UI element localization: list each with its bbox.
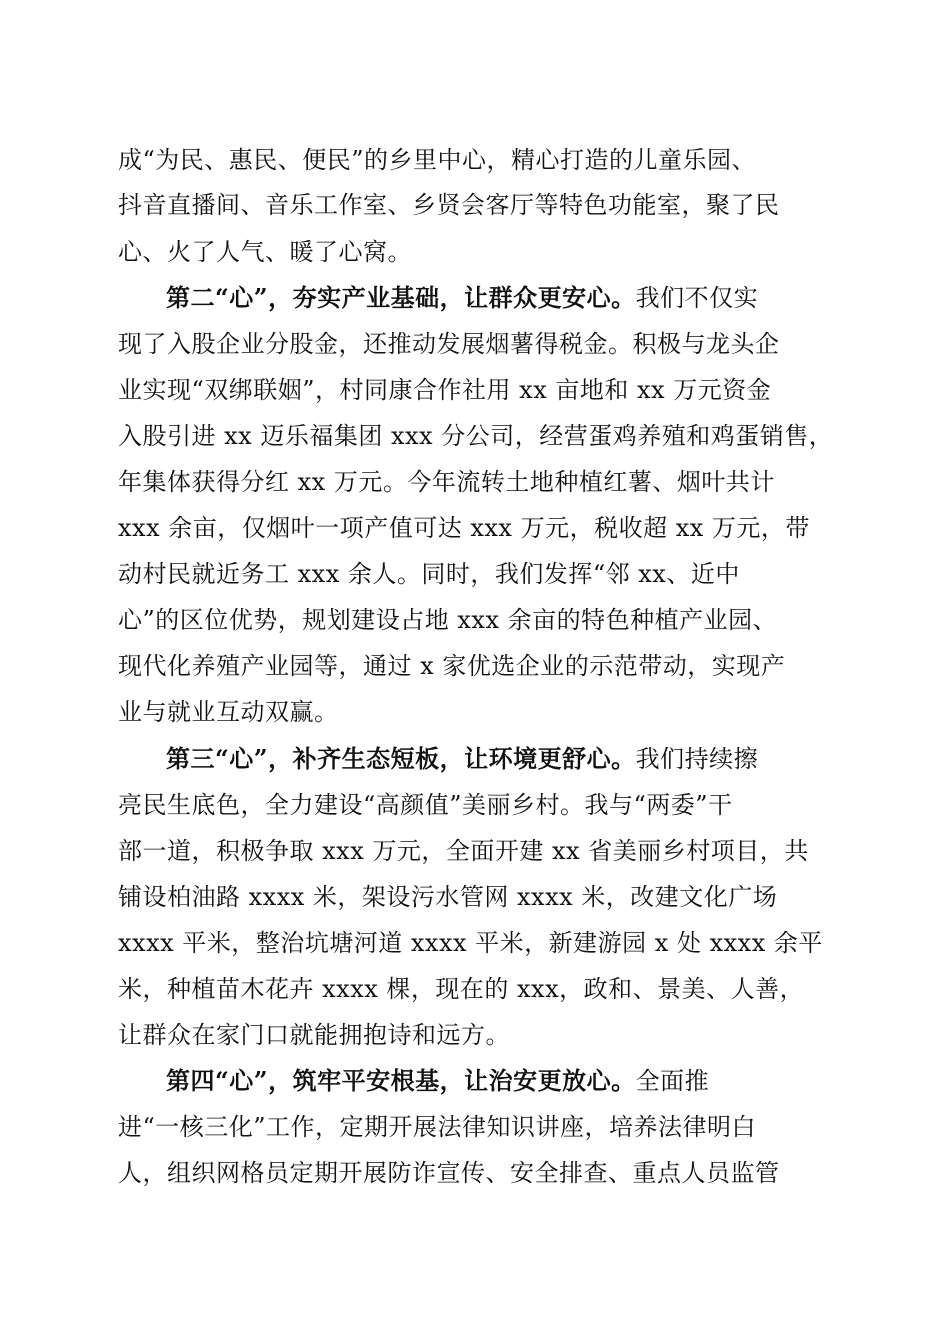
paragraph-first-line (166, 744, 838, 774)
text-line: 部一道，积极争取 xxx 万元，全面开建 xx 省美丽乡村项目，共 (118, 837, 809, 865)
text-line: 成“为民、惠民、便民”的乡里中心，精心打造的儿童乐园、 (118, 146, 757, 174)
text-line: 让群众在家门口就能拥抱诗和远方。 (118, 1021, 510, 1049)
paragraph-first-line (166, 1066, 838, 1096)
text-run: 全面推 (635, 1067, 710, 1095)
text-line: 业与就业互动双赢。 (118, 698, 339, 726)
text-line: 入股引进 xx 迈乐福集团 xxx 分公司，经营蛋鸡养殖和鸡蛋销售， (118, 422, 834, 450)
section-heading: 第三“心”，补齐生态短板，让环境更舒心。 (166, 744, 636, 773)
text-line: xxxx 平米，整治坑塘河道 xxxx 平米，新建游园 x 处 xxxx 余平 (118, 929, 823, 957)
text-line: 动村民就近务工 xxx 余人。同时，我们发挥“邻 xx、近中 (118, 560, 740, 588)
text-run: 我们不仅实 (635, 284, 759, 312)
text-line: 人，组织网格员定期开展防诈宣传、安全排查、重点人员监管 (118, 1159, 780, 1187)
section-heading: 第二“心”，夯实产业基础，让群众更安心。 (166, 283, 636, 312)
text-line: 铺设柏油路 xxxx 米，架设污水管网 xxxx 米，改建文化广场 (118, 883, 778, 911)
text-line: 现了入股企业分股金，还推动发展烟薯得税金。积极与龙头企 (118, 330, 780, 358)
text-line: xxx 余亩，仅烟叶一项产值可达 xxx 万元，税收超 xx 万元，带 (118, 514, 810, 542)
text-line: 心、火了人气、暖了心窝。 (118, 238, 412, 266)
text-line: 抖音直播间、音乐工作室、乡贤会客厅等特色功能室，聚了民 (118, 191, 780, 219)
paragraph-first-line (166, 283, 838, 313)
text-line: 进“一核三化”工作，定期开展法律知识讲座，培养法律明白 (118, 1113, 757, 1141)
text-line: 心”的区位优势，规划建设占地 xxx 余亩的特色种植产业园、 (118, 606, 778, 634)
section-heading: 第四“心”，筑牢平安根基，让治安更放心。 (166, 1066, 636, 1095)
text-line: 米，种植苗木花卉 xxxx 棵，现在的 xxx，政和、景美、人善， (118, 975, 805, 1003)
text-line: 年集体获得分红 xx 万元。今年流转土地种植红薯、烟叶共计 (118, 468, 775, 496)
text-run: 我们持续擦 (635, 745, 759, 773)
text-line: 现代化养殖产业园等，通过 x 家优选企业的示范带动，实现产 (118, 652, 786, 680)
text-line: 亮民生底色，全力建设“高颜值”美丽乡村。我与“两委”干 (118, 791, 733, 819)
text-line: 业实现“双绑联姻”，村同康合作社用 xx 亩地和 xx 万元资金 (118, 376, 772, 404)
